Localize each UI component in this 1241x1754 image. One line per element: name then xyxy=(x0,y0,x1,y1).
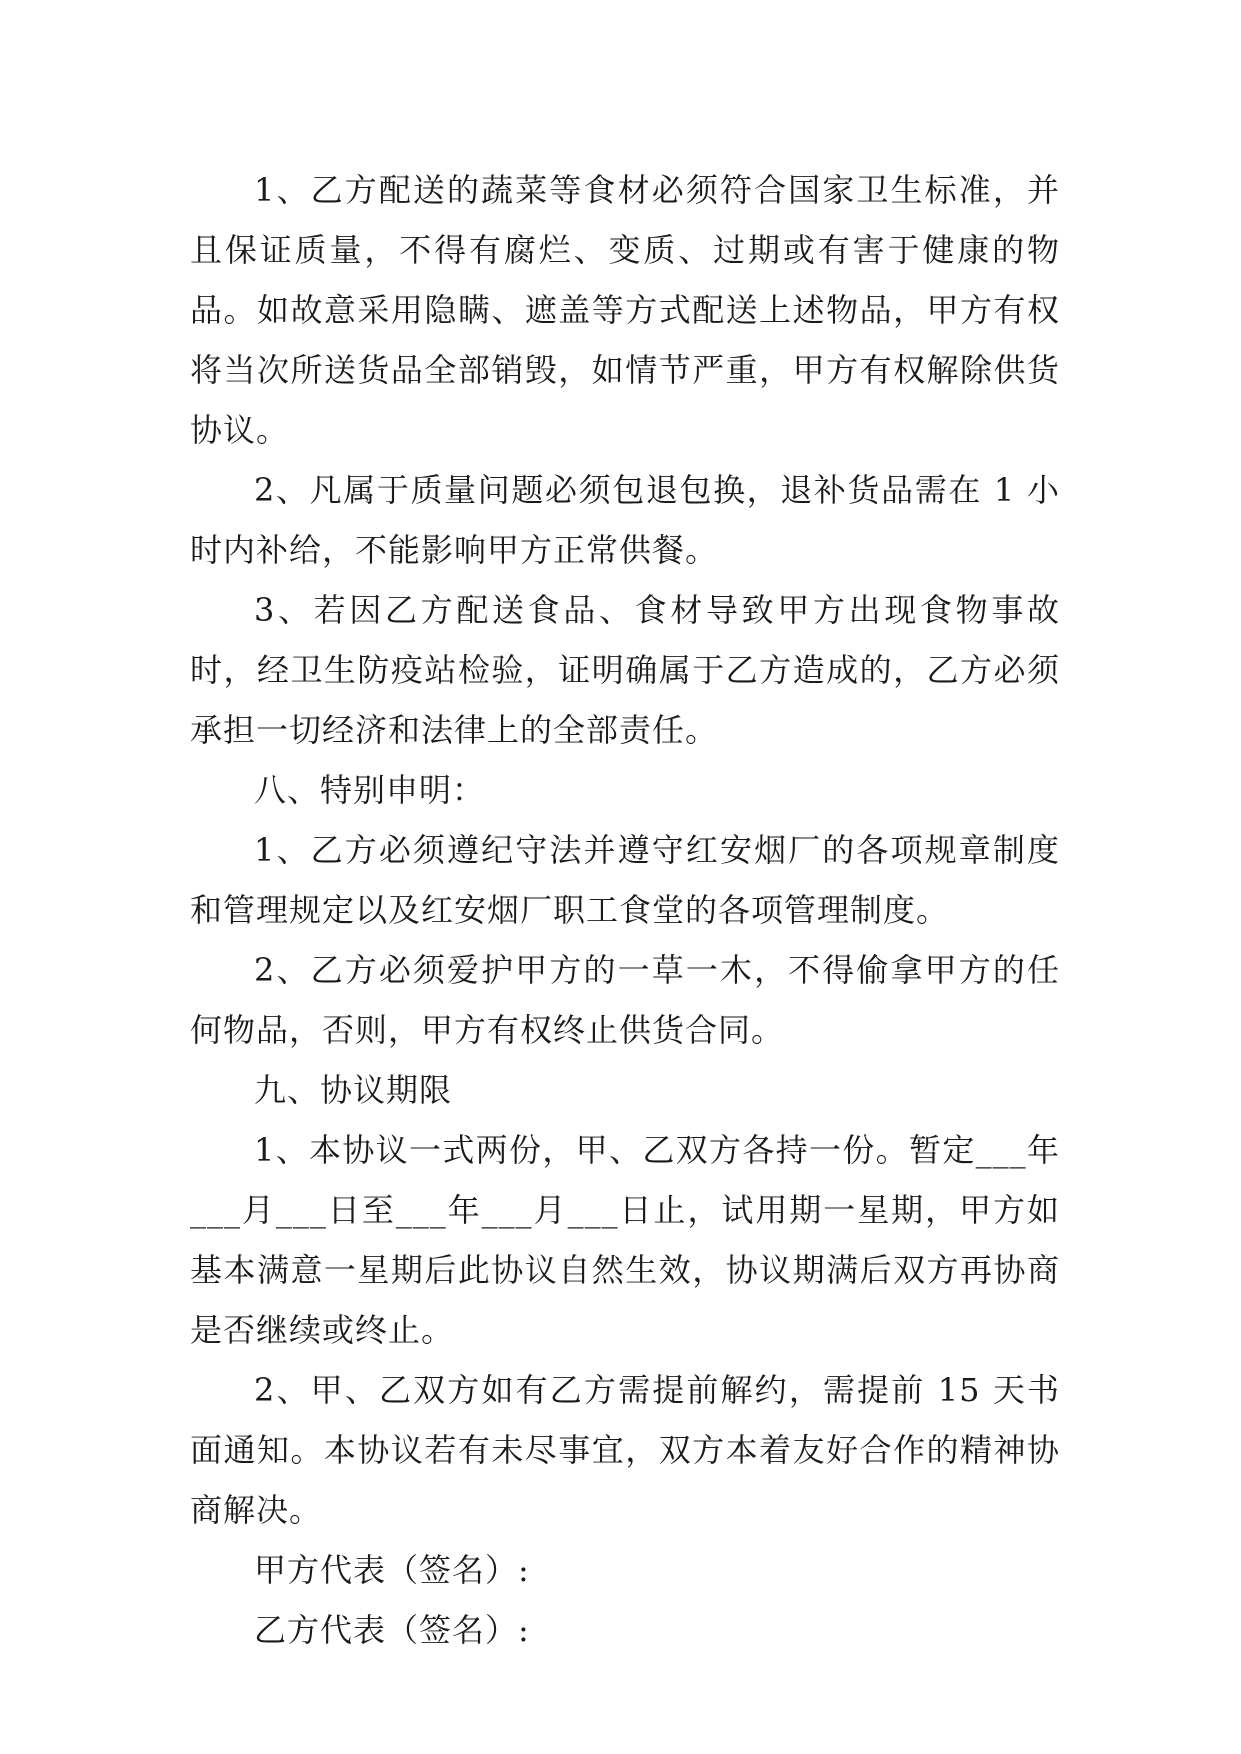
clause-compliance: 1、乙方必须遵纪守法并遵守红安烟厂的各项规章制度和管理规定以及红安烟厂职工食堂的各项管理制度。 xyxy=(190,831,1060,929)
document-body xyxy=(190,160,1060,1660)
signature-party-b: 乙方代表（签名）: xyxy=(254,1611,530,1649)
clause-property: 2、乙方必须爱护甲方的一草一木，不得偷拿甲方的任何物品，否则，甲方有权终止供货合同。 xyxy=(190,951,1060,1049)
clause-termination: 2、甲、乙双方如有乙方需提前解约，需提前 15 天书面通知。本协议若有未尽事宜，双方本着友好合作的精神协商解决。 xyxy=(190,1371,1060,1529)
clause-duration: 1、本协议一式两份，甲、乙双方各持一份。暂定___年___月___日至___年___月___日止，试用期一星期，甲方如基本满意一星期后此协议自然生效，协议期满后双方再协商是否继续或终止。 xyxy=(190,1131,1060,1349)
clause-quality-standard: 1、乙方配送的蔬菜等食材必须符合国家卫生标准，并且保证质量，不得有腐烂、变质、过期或有害于健康的物品。如故意采用隐瞒、遮盖等方式配送上述物品，甲方有权将当次所送货品全部销毁，如情节严重，甲方有权解除供货协议。 xyxy=(190,171,1060,449)
section-heading-special-statement: 八、特别申明： xyxy=(254,771,486,809)
section-heading-term: 九、协议期限 xyxy=(254,1071,453,1109)
clause-food-accident: 3、若因乙方配送食品、食材导致甲方出现食物事故时，经卫生防疫站检验，证明确属于乙方造成的，乙方必须承担一切经济和法律上的全部责任。 xyxy=(190,591,1060,749)
clause-return-exchange: 2、凡属于质量问题必须包退包换，退补货品需在 1 小时内补给，不能影响甲方正常供餐。 xyxy=(190,471,1060,569)
signature-party-a: 甲方代表（签名）: xyxy=(254,1551,530,1589)
